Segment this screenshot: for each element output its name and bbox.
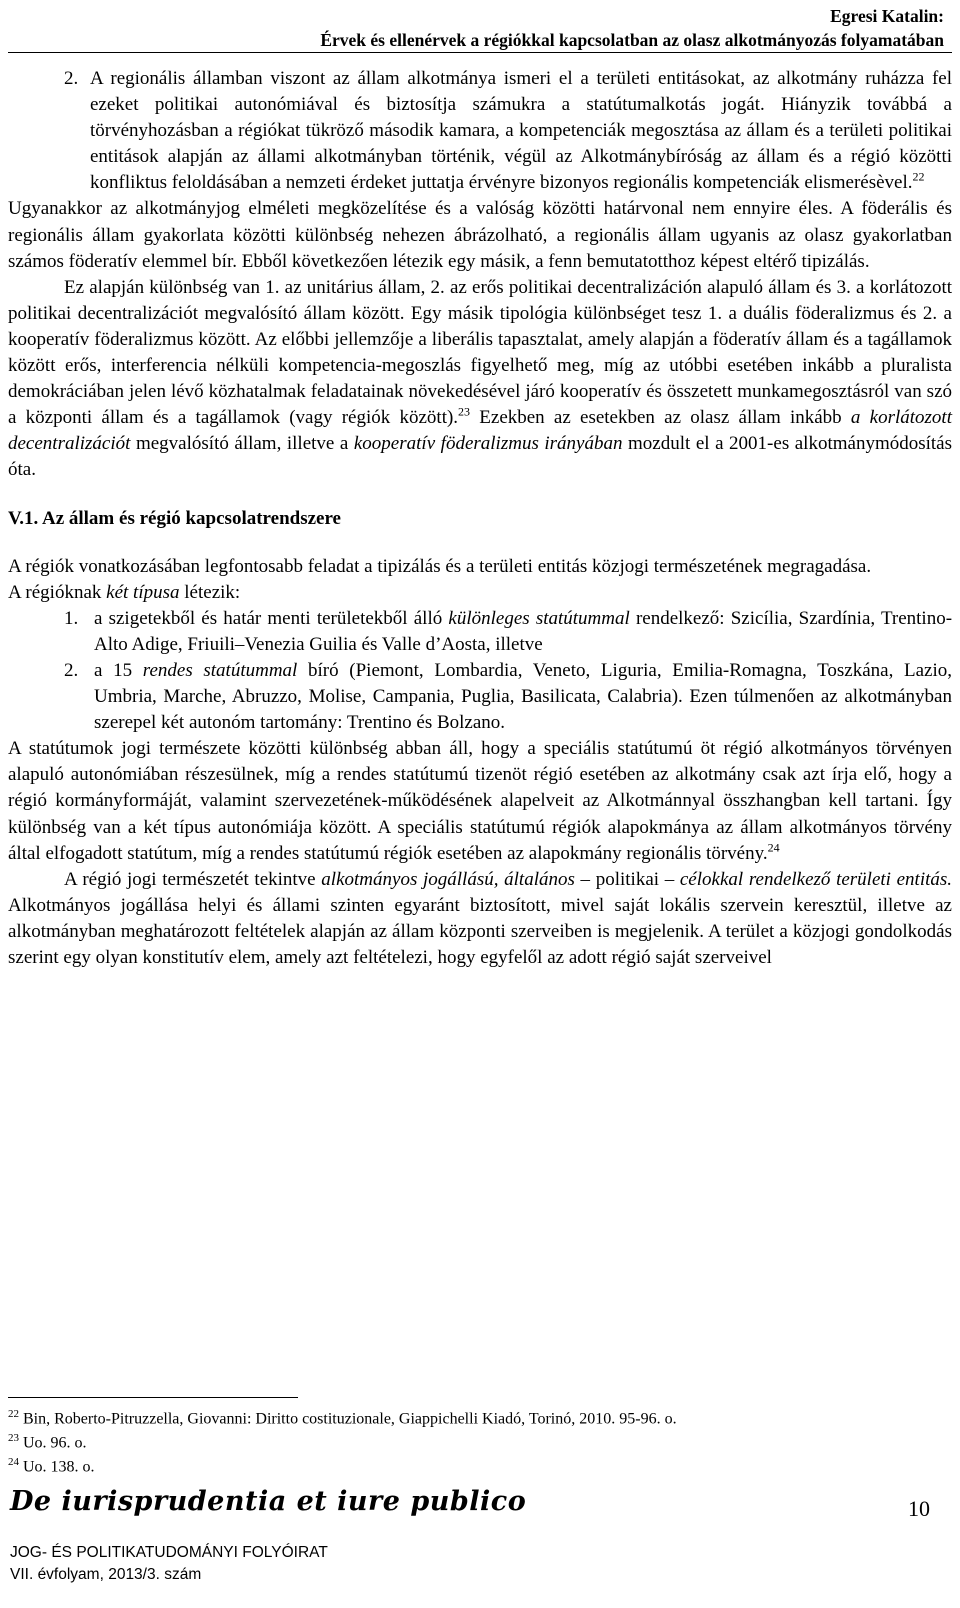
item-number: 2. — [64, 68, 79, 89]
numbered-item-2 — [8, 66, 952, 196]
footnote-ref-22: 22 — [912, 170, 925, 185]
body-text — [8, 66, 952, 971]
paragraph-1b: Ez alapján különbség van 1. az unitárius állam, 2. az erős politikai decentralizáción alapuló állam és 3. a korlátozott politikai decentralizációt megvalósító állam között. Egy másik tipológia különbséget tesz 1. a duális föderalizmus és 2. a kooperatív föderalizmus között. Az előbbi jellemzője a liberális tapasztalat, amely alapján a föderatív állam és a tagállamok között erős, interferencia nélküli kompetencia-megoszlás figyelhető meg, míg az utóbbi esetében inkább a pluralista demokráciában jelen lévő közhatalmak feladatainak növekedésével járó kooperatív és összetett munkamegosztásról van szó a központi állam és a tagállamok (vagy régiók között).$^{23}$ Ezekben az esetekben az olasz állam inkább a korlátozott decentralizációt megvalósító állam, illetve a kooperatív föderalizmus irányában mozdult el a 2001-es alkotmánymódosítás óta. — [8, 276, 953, 481]
paragraph-1a: Ugyanakkor az alkotmányjog elméleti megközelítése és a valóság közötti határvonal nem ennyire éles. A föderális és regionális állam gyakorlata közötti különbség nehezen ábrázolható, a regionális állam ugyanis az olasz gyakorlatban számos föderatív elemmel bír. Ebből következően létezik egy másik, a fenn bemutatotthoz képest eltérő tipizálás. — [8, 198, 952, 272]
paragraph-3: A régióknak két típusa létezik: — [8, 581, 241, 603]
page-number: 10 — [908, 1496, 930, 1521]
footnote-rule — [8, 1397, 298, 1398]
paragraph-5: A régió jogi természetét tekintve alkotmányos jogállású, általános – politikai – célokkal rendelkező területi entitás. Alkotmányos jogállása helyi és állami szinten egyaránt biztosított, mivel saját lokális szervein keresztül, illetve az alkotmányban meghatározott feltételek alapján az állam központi szerveiben is megjelenik. A terület a közjogi gondolkodás szerint egy olyan konstitutív elem, amely azt feltételezi, hogy egyfelől az adott régió saját szerveivel — [8, 868, 953, 968]
footnote-ref-23: 23 — [458, 404, 471, 419]
journal-title: De iurisprudentia et iure publico — [10, 1486, 527, 1517]
list-item: 1. a szigetekből és határ menti területekből álló különleges statútummal rendelkező: Szicília, Szardínia, Trentino-Alto Adige, Friuili–Venezia Guilia és Valle d’Aosta, illetve — [64, 607, 953, 655]
header-author: Egresi Katalin: — [830, 6, 944, 26]
paragraph-2: A régiók vonatkozásában legfontosabb feladat a tipizálás és a területi entitás közjogi természetének megragadása. — [8, 555, 872, 577]
paragraph-4: A statútumok jogi természete közötti különbség abban áll, hogy a speciális statútumú öt régió alkotmányos törvényen alapuló autonómiában részesülnek, míg a rendes statútumú tizenöt régió esetében az alkotmány csak azt írja elő, hogy a régió kormányformáját, valamint szervezetének-működésének alapelveit az Alkotmánnyal összhangban kell tartani. Így különbség van a két típus autonómiája között. A speciális statútumú régiók alapokmánya az állam alkotmányos törvény által elfogadott statútum, míg a rendes statútumú régiók esetében az alapokmány regionális törvény.$^{24}$ — [8, 738, 952, 864]
footnote: $^{24}$ Uo. 138. o. — [8, 1455, 95, 1475]
journal-subtitle: JOG- ÉS POLITIKATUDOMÁNYI FOLYÓIRAT — [10, 1544, 328, 1561]
list-item: 2. a 15 rendes statútummal bíró (Piemont, Lombardia, Veneto, Liguria, Emilia-Romagna, Toszkána, Lazio, Umbria, Marche, Abruzzo, Molise, Campania, Puglia, Basilicata, Calabria). Ezen túlmenően az alkotmányban szerepel két autonóm tartomány: Trentino és Bolzano. — [64, 659, 953, 734]
footnote-ref-24: 24 — [767, 840, 780, 855]
footnote: $^{22}$ Bin, Roberto-Pitruzzella, Giovanni: Diritto costituzionale, Giappichelli Kiadó, Torinó, 2010. 95-96. o. — [8, 1408, 677, 1428]
header-rule — [8, 52, 952, 53]
running-header — [320, 4, 944, 52]
header-title: Érvek és ellenérvek a régiókkal kapcsolatban az olasz alkotmányozás folyamatában — [320, 30, 944, 50]
journal-info — [10, 1542, 328, 1586]
footnote: $^{23}$ Uo. 96. o. — [8, 1431, 87, 1452]
footnotes — [8, 1405, 948, 1476]
journal-issue: VII. évfolyam, 2013/3. szám — [10, 1566, 202, 1583]
item-text: A regionális államban viszont az állam alkotmánya ismeri el a területi entitásokat, az alkotmány ruházza fel ezeket politikai autonómiával és biztosítja számukra a statútumalkotás jogát. Hiányzik továbbá a törvényhozásban a régiókat tükröző második kamara, a kompetenciák megosztása az állam és a területi politikai entitások alapján az állami alkotmányban történik, végül az Alkotmánybíróság az állam és a régió közötti konfliktus feloldásában a nemzeti érdeket juttatja érvényre bizonyos regionális kompetenciák elismerésèvel.$^{22}$ — [90, 68, 952, 194]
section-heading: V.1. Az állam és régió kapcsolatrendszere — [8, 507, 341, 529]
